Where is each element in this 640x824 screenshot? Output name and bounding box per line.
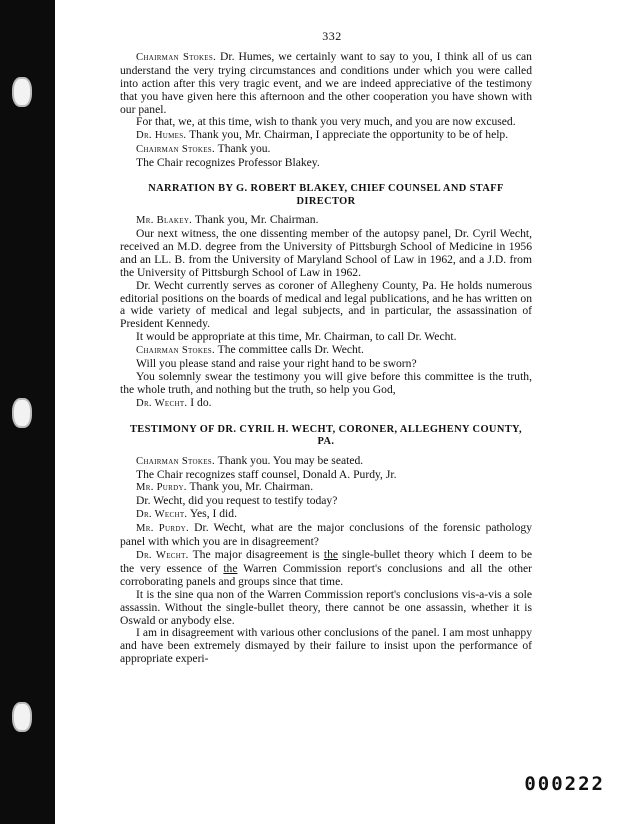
paragraph-text: Our next witness, the one dissenting member of the autopsy panel, Dr. Cyril Wecht, received an M.D. degree from the University of Pittsburgh School of Medicine in 1956 and an LL. B. from the University of Maryland School of Law in 1962, and a J.D. from the University of Pittsburgh School of Law in 1962. [120,226,532,279]
speaker-name: Chairman Stokes. [136,455,215,467]
binding-hole-middle [12,398,32,428]
paragraph [120,481,532,495]
paragraph-text: Dr. Wecht, what are the major conclusions of the forensic pathology panel with which you are in disagreement? [120,521,532,549]
paragraph-text: Thank you, Mr. Chairman. [192,213,319,227]
paragraph-text: The Chair recognizes staff counsel, Donald A. Purdy, Jr. [136,467,397,481]
paragraph-text: Dr. Humes, we certainly want to say to you, I think all of us can understand the very trying circumstances and conditions under which you were called into action after this very tragic event, and we are indeed appreciative of the testimony that you have given here this afternoon and the other cooperation you have shown with our panel. [120,49,532,116]
paragraph-text: Dr. Wecht currently serves as coroner of Allegheny County, Pa. He holds numerous editorial positions on the boards of medical and legal publications, and he has written on a wide variety of medical and legal subjects, and in particular, the assassination of President Kennedy. [120,278,532,331]
answer-underlined-word-2: the [223,561,238,575]
paragraph-text: I am in disagreement with various other conclusions of the panel. I am most unhappy and have been extremely dismayed by their failure to insist upon the performance of appropriate experi- [120,626,532,666]
speaker-name: Dr. Wecht. [136,397,188,409]
paragraph-text: Thank you. [214,142,271,156]
speaker-name: Dr. Wecht. [136,509,188,521]
paragraph [120,469,532,482]
document-stamp-number: 000222 [524,773,605,795]
paragraph [120,522,532,549]
document-page [120,30,532,666]
answer-text-after: Warren Commission report's conclusions and all the other corroborating panels and groups since that time. [120,561,533,588]
paragraph-group-wecht-testimony [120,455,532,549]
answer-text-before: The major disagreement is [188,548,324,561]
paragraph-text: Will you please stand and raise your right hand to be sworn? [136,357,417,371]
paragraph [120,455,532,469]
paragraph-group-blakey-narration [120,214,532,411]
paragraph [120,129,532,143]
answer-underlined-word: the [323,548,339,561]
paragraph-text: For that, we, at this time, wish to thank you very much, and you are now excused. [136,115,516,129]
paragraph [120,51,532,117]
paragraph [120,214,532,228]
speaker-name: Chairman Stokes. [136,144,215,156]
speaker-name: Mr. Purdy. [136,523,189,535]
binding-hole-bottom [12,702,32,732]
paragraph [120,397,532,411]
paragraph-text: Thank you, Mr. Chairman. [186,480,314,494]
page-number: 332 [322,29,342,43]
paragraph [120,627,532,666]
paragraph-text: It would be appropriate at this time, Mr. Chairman, to call Dr. Wecht. [136,330,457,344]
speaker-name: Chairman Stokes. [136,345,215,357]
paragraph-text: I do. [187,395,212,409]
paragraph-text: Thank you. You may be seated. [214,453,364,467]
speaker-name: Dr. Wecht. [136,550,189,561]
speaker-name: Mr. Purdy. [136,482,187,494]
paragraph-text: The Chair recognizes Professor Blakey. [136,156,320,170]
paragraph-text: Thank you, Mr. Chairman, I appreciate the opportunity to be of help. [186,128,509,142]
speaker-name: Dr. Humes. [136,130,187,142]
section-heading-blakey-narration: NARRATION BY G. ROBERT BLAKEY, CHIEF COUNSEL AND STAFF DIRECTOR [148,183,504,207]
paragraph-group-wecht-continued [120,589,532,666]
paragraph [120,157,532,170]
paragraph [120,495,532,508]
paragraph-text: It is the sine qua non of the Warren Commission report's conclusions vis-a-vis a sole assassin. Without the single-bullet theory, there cannot be one assassin, whether it is Oswald or anybody else. [120,587,532,627]
paragraph [120,344,532,358]
paragraph-wecht-answer [120,549,532,589]
paragraph [120,228,532,280]
speaker-name: Chairman Stokes. [136,51,217,63]
paragraph [120,143,532,157]
binding-hole-top [12,77,32,107]
paragraph-text: Dr. Wecht, did you request to testify today? [136,494,338,508]
paragraph-text: The committee calls Dr. Wecht. [214,343,364,357]
paragraph-text: You solemnly swear the testimony you will give before this committee is the truth, the whole truth, and nothing but the truth, so help you God, [120,369,532,396]
speaker-name: Mr. Blakey. [136,215,193,227]
answer-text-middle: single-bullet theory which I deem to be the very essence of [120,548,532,575]
paragraph-text: Yes, I did. [187,507,237,521]
paragraph [120,508,532,522]
section-heading-wecht-testimony: TESTIMONY OF DR. CYRIL H. WECHT, CORONER, ALLEGHENY COUNTY, PA. [129,423,523,448]
paragraph-group-closing-humes [120,51,532,170]
paragraph [120,589,532,628]
paragraph [120,280,532,332]
paragraph [120,371,532,397]
